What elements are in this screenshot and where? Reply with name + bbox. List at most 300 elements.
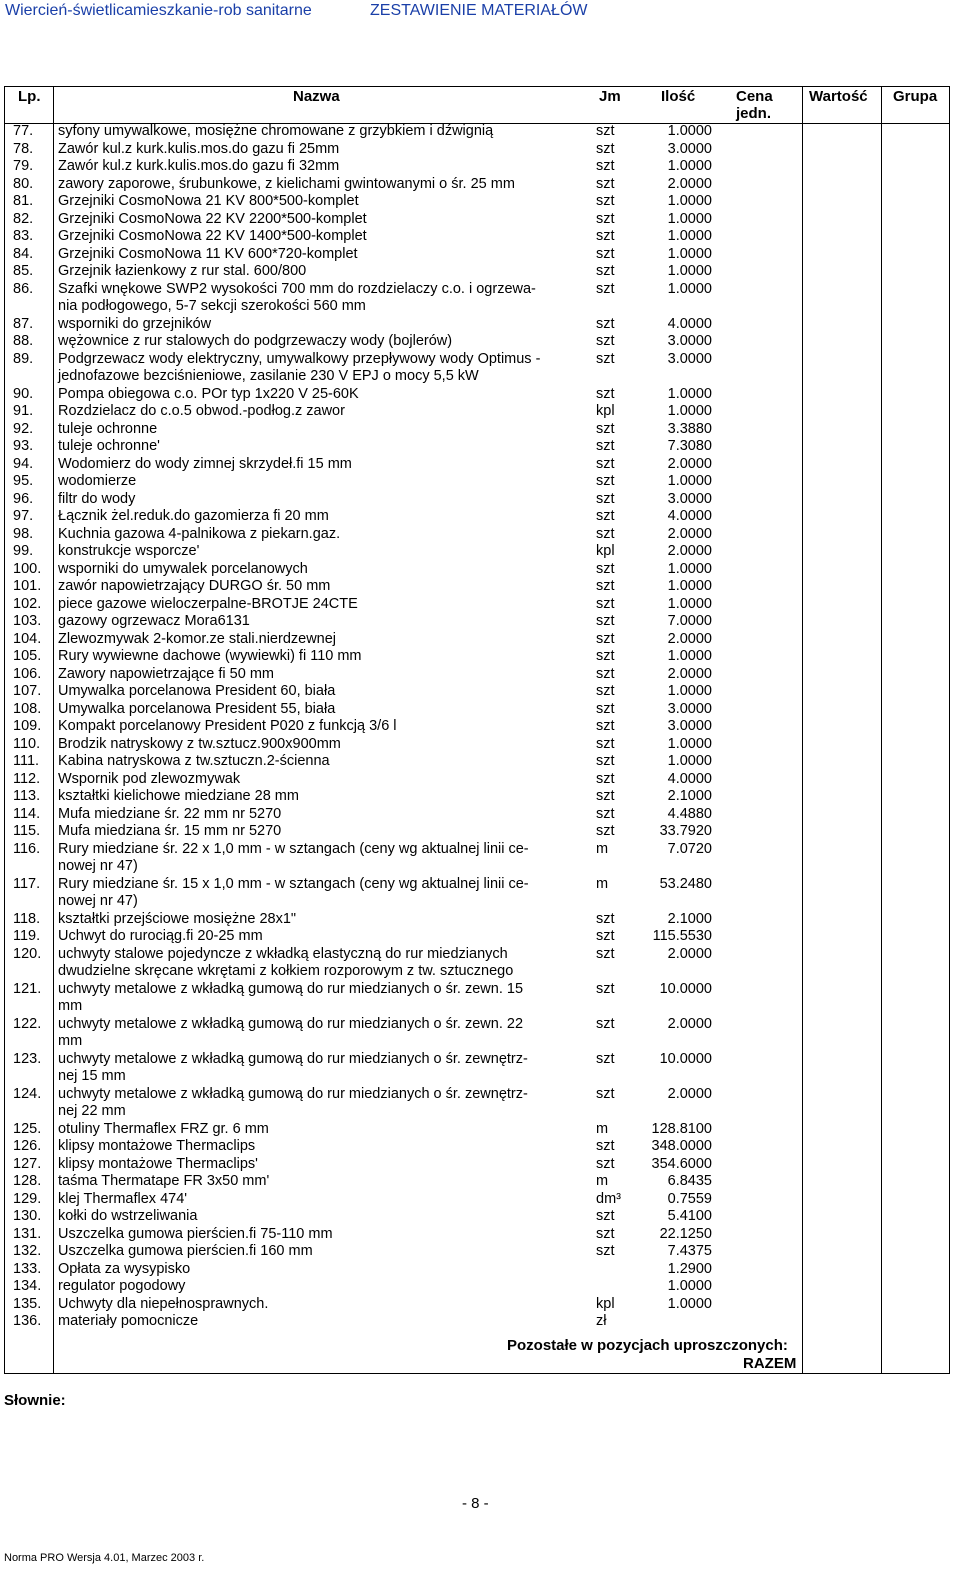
item-name xyxy=(58,123,588,141)
quantity: 128.8100 xyxy=(651,1120,712,1137)
item-name xyxy=(58,316,588,334)
quantity: 1.0000 xyxy=(667,280,712,297)
item-name xyxy=(58,631,588,649)
unit: szt xyxy=(596,648,615,664)
row-number: 127. xyxy=(13,1155,42,1172)
unit: szt xyxy=(596,665,615,682)
item-name-line: Wspornik pod zlewozmywak xyxy=(58,770,241,787)
row-number: 118. xyxy=(13,910,41,927)
row-number: 108. xyxy=(13,700,42,717)
quantity: 1.0000 xyxy=(667,385,712,402)
item-name-line: nowej nr 47) xyxy=(58,858,138,874)
item-name xyxy=(58,596,588,614)
row-number: 114. xyxy=(13,805,41,822)
row-number: 91. xyxy=(13,403,34,419)
quantity: 1.2900 xyxy=(667,1260,712,1277)
quantity: 2.0000 xyxy=(667,1085,712,1102)
quantity: 2.1000 xyxy=(667,788,712,804)
item-name xyxy=(58,1138,588,1156)
row-number: 119. xyxy=(13,928,41,944)
item-name xyxy=(58,806,588,824)
item-name-line: Zawór kul.z kurk.kulis.mos.do gazu fi 32mm xyxy=(58,158,340,174)
unit: szt xyxy=(596,1225,615,1242)
unit: szt xyxy=(596,910,615,927)
unit: szt xyxy=(596,490,615,507)
unit: szt xyxy=(596,770,615,787)
row-number: 94. xyxy=(13,455,34,472)
quantity: 6.8435 xyxy=(667,1173,712,1189)
item-name xyxy=(58,491,588,509)
item-name-line: Uszczelka gumowa pierścien.fi 75-110 mm xyxy=(58,1225,333,1242)
item-name xyxy=(58,211,588,229)
row-number: 78. xyxy=(13,140,34,157)
item-name xyxy=(58,683,588,701)
item-name-line: Łącznik żel.reduk.do gazomierza fi 20 mm xyxy=(58,508,329,524)
item-name xyxy=(58,1208,588,1226)
item-name xyxy=(58,456,588,474)
unit: szt xyxy=(596,753,615,769)
row-number: 96. xyxy=(13,490,34,507)
item-name xyxy=(58,1121,588,1139)
row-number: 84. xyxy=(13,245,34,262)
row-number: 135. xyxy=(13,1295,42,1312)
unit: m xyxy=(596,840,609,857)
item-name xyxy=(58,981,588,1016)
unit: szt xyxy=(596,175,615,192)
item-name xyxy=(58,176,588,194)
item-name xyxy=(58,578,588,596)
column-header-ilosc: Ilość xyxy=(661,88,696,105)
item-name xyxy=(58,246,588,264)
quantity: 1.0000 xyxy=(667,1295,712,1312)
row-number: 80. xyxy=(13,175,34,192)
document-title-right: ZESTAWIENIE MATERIAŁÓW xyxy=(370,2,588,19)
item-name-line: Grzejniki CosmoNowa 11 KV 600*720-komplet xyxy=(58,245,358,262)
row-number: 87. xyxy=(13,315,34,332)
quantity: 1.0000 xyxy=(667,403,712,419)
item-name-line: wodomierze xyxy=(58,473,137,489)
item-name xyxy=(58,1086,588,1121)
item-name-line: uchwyty metalowe z wkładką gumową do rur miedzianych o śr. zewn. 22 xyxy=(58,1015,524,1032)
unit: m xyxy=(596,875,609,892)
unit: szt xyxy=(596,945,615,962)
row-number: 79. xyxy=(13,158,34,174)
item-name-line: otuliny Thermaflex FRZ gr. 6 mm xyxy=(58,1120,269,1137)
unit: kpl xyxy=(596,1295,615,1312)
item-name xyxy=(58,526,588,544)
quantity: 1.0000 xyxy=(667,648,712,664)
row-number: 122. xyxy=(13,1015,42,1032)
unit: szt xyxy=(596,280,615,297)
quantity: 7.0720 xyxy=(667,840,712,857)
item-name xyxy=(58,701,588,719)
row-number: 86. xyxy=(13,280,34,297)
unit: szt xyxy=(596,420,615,437)
item-name xyxy=(58,1016,588,1051)
unit: szt xyxy=(596,560,615,577)
quantity: 348.0000 xyxy=(651,1138,712,1154)
item-name xyxy=(58,823,588,841)
item-name-line: uchwyty metalowe z wkładką gumową do rur miedzianych o śr. zewnętrz- xyxy=(58,1085,528,1102)
item-name-line: kształtki kielichowe miedziane 28 mm xyxy=(58,788,299,804)
unit: szt xyxy=(596,263,615,279)
item-name-line: uchwyty stalowe pojedyncze z wkładką elastyczną do rur miedzianych xyxy=(58,945,508,962)
unit: szt xyxy=(596,333,615,349)
item-name xyxy=(58,771,588,789)
unit: m xyxy=(596,1120,609,1137)
row-number: 98. xyxy=(13,525,34,542)
unit: szt xyxy=(596,718,615,734)
quantity: 1.0000 xyxy=(667,245,712,262)
unit: szt xyxy=(596,473,615,489)
item-name xyxy=(58,438,588,456)
row-number: 121. xyxy=(13,980,42,997)
quantity: 2.0000 xyxy=(667,543,712,559)
quantity: 4.0000 xyxy=(667,508,712,524)
item-name-line: Zawór kul.z kurk.kulis.mos.do gazu fi 25mm xyxy=(58,140,340,157)
unit: szt xyxy=(596,210,615,227)
quantity: 1.0000 xyxy=(667,263,712,279)
unit: szt xyxy=(596,123,615,139)
quantity: 1.0000 xyxy=(667,228,712,244)
unit: szt xyxy=(596,595,615,612)
column-header-jm: Jm xyxy=(599,88,621,105)
item-name-line: Umywalka porcelanowa President 55, biała xyxy=(58,700,336,717)
quantity: 3.0000 xyxy=(667,333,712,349)
unit: szt xyxy=(596,1208,615,1224)
item-name xyxy=(58,1226,588,1244)
item-name xyxy=(58,561,588,579)
item-name-line: Uszczelka gumowa pierścien.fi 160 mm xyxy=(58,1243,313,1259)
row-number: 131. xyxy=(13,1225,42,1242)
quantity: 1.0000 xyxy=(667,578,712,594)
unit: szt xyxy=(596,193,615,209)
item-name-line: filtr do wody xyxy=(58,490,136,507)
row-number: 128. xyxy=(13,1173,42,1189)
row-number: 116. xyxy=(13,840,41,857)
item-name xyxy=(58,421,588,439)
item-name-line: taśma Thermatape FR 3x50 mm' xyxy=(58,1173,270,1189)
unit: szt xyxy=(596,158,615,174)
row-number: 83. xyxy=(13,228,34,244)
item-name-line: Rury miedziane śr. 22 x 1,0 mm - w sztangach (ceny wg aktualnej linii ce- xyxy=(58,840,529,857)
quantity: 4.0000 xyxy=(667,770,712,787)
item-name xyxy=(58,1261,588,1279)
in-words-label: Słownie: xyxy=(4,1392,66,1409)
quantity: 4.0000 xyxy=(667,315,712,332)
quantity: 3.0000 xyxy=(667,140,712,157)
unit: szt xyxy=(596,525,615,542)
item-name xyxy=(58,788,588,806)
quantity: 1.0000 xyxy=(667,158,712,174)
item-name xyxy=(58,351,588,386)
item-name-line: klipsy montażowe Thermaclips' xyxy=(58,1155,258,1172)
software-version-note: Norma PRO Wersja 4.01, Marzec 2003 r. xyxy=(4,1552,205,1564)
item-name-line: nia podłogowego, 5-7 sekcji szerokości 560 mm xyxy=(58,298,366,314)
item-name xyxy=(58,911,588,929)
item-name-line: nej 22 mm xyxy=(58,1103,126,1119)
row-number: 136. xyxy=(13,1313,42,1329)
item-name xyxy=(58,1173,588,1191)
unit: szt xyxy=(596,980,615,997)
item-name-line: uchwyty metalowe z wkładką gumową do rur miedzianych o śr. zewnętrz- xyxy=(58,1050,528,1067)
quantity: 2.0000 xyxy=(667,630,712,647)
unit: szt xyxy=(596,1243,615,1259)
row-number: 92. xyxy=(13,420,34,437)
quantity: 10.0000 xyxy=(659,1050,712,1067)
unit: szt xyxy=(596,630,615,647)
item-name xyxy=(58,613,588,631)
quantity: 1.0000 xyxy=(667,560,712,577)
quantity: 7.0000 xyxy=(667,613,712,629)
item-name xyxy=(58,403,588,421)
item-name xyxy=(58,718,588,736)
unit: szt xyxy=(596,683,615,699)
row-number: 125. xyxy=(13,1120,42,1137)
item-name-line: klipsy montażowe Thermaclips xyxy=(58,1138,256,1154)
item-name-line: Kabina natryskowa z tw.sztuczn.2-ścienna xyxy=(58,753,330,769)
unit: szt xyxy=(596,1138,615,1154)
item-name xyxy=(58,841,588,876)
item-name xyxy=(58,876,588,911)
row-number: 95. xyxy=(13,473,34,489)
item-name-line: Umywalka porcelanowa President 60, biała xyxy=(58,683,336,699)
item-name xyxy=(58,508,588,526)
row-number: 85. xyxy=(13,263,34,279)
item-name-line: regulator pogodowy xyxy=(58,1278,186,1294)
item-name-line: kształtki przejściowe mosiężne 28x1" xyxy=(58,910,297,927)
unit: szt xyxy=(596,228,615,244)
quantity: 0.7559 xyxy=(667,1190,712,1207)
item-name-line: konstrukcje wsporcze' xyxy=(58,543,200,559)
item-name-line: zawory zaporowe, śrubunkowe, z kielichami gwintowanymi o śr. 25 mm xyxy=(58,175,515,192)
unit: szt xyxy=(596,1050,615,1067)
row-number: 134. xyxy=(13,1278,42,1294)
unit: szt xyxy=(596,578,615,594)
row-number: 93. xyxy=(13,438,34,454)
item-name-line: uchwyty metalowe z wkładką gumową do rur miedzianych o śr. zewn. 15 xyxy=(58,980,524,997)
unit: dm³ xyxy=(596,1190,621,1207)
item-name-line: Uchwyt do rurociąg.fi 20-25 mm xyxy=(58,928,263,944)
quantity: 3.0000 xyxy=(667,700,712,717)
item-name-line: kołki do wstrzeliwania xyxy=(58,1208,198,1224)
item-name-line: Zlewozmywak 2-komor.ze stali.nierdzewnej xyxy=(58,630,337,647)
item-name xyxy=(58,228,588,246)
unit: kpl xyxy=(596,543,615,559)
column-header-grupa: Grupa xyxy=(893,88,938,105)
row-number: 97. xyxy=(13,508,34,524)
item-name-line: Uchwyty dla niepełnosprawnych. xyxy=(58,1295,269,1312)
row-number: 77. xyxy=(13,123,34,139)
row-number: 101. xyxy=(13,578,42,594)
row-number: 103. xyxy=(13,613,42,629)
row-number: 117. xyxy=(13,875,41,892)
quantity: 2.0000 xyxy=(667,945,712,962)
quantity: 2.0000 xyxy=(667,665,712,682)
total-label: RAZEM xyxy=(743,1355,797,1372)
unit: szt xyxy=(596,788,615,804)
item-name xyxy=(58,928,588,946)
item-name-line: wsporniki do grzejników xyxy=(58,315,212,332)
column-header-lp: Lp. xyxy=(18,88,41,105)
quantity: 7.3080 xyxy=(667,438,712,454)
column-divider xyxy=(802,87,803,1373)
item-name-line: nowej nr 47) xyxy=(58,893,138,909)
item-name-line: Brodzik natryskowy z tw.sztucz.900x900mm xyxy=(58,735,341,752)
item-name xyxy=(58,158,588,176)
quantity: 2.0000 xyxy=(667,525,712,542)
unit: szt xyxy=(596,315,615,332)
quantity: 1.0000 xyxy=(667,193,712,209)
item-name-line: gazowy ogrzewacz Mora6131 xyxy=(58,613,250,629)
row-number: 130. xyxy=(13,1208,42,1224)
column-divider xyxy=(53,87,54,1373)
unit: szt xyxy=(596,805,615,822)
quantity: 4.4880 xyxy=(667,805,712,822)
item-name-line: Pompa obiegowa c.o. POr typ 1x220 V 25-60K xyxy=(58,385,359,402)
item-name-line: Grzejniki CosmoNowa 22 KV 2200*500-komplet xyxy=(58,210,367,227)
item-name xyxy=(58,141,588,159)
item-name xyxy=(58,1296,588,1314)
item-name-line: Grzejniki CosmoNowa 22 KV 1400*500-komplet xyxy=(58,228,367,244)
item-name xyxy=(58,1278,588,1296)
item-name-line: klej Thermaflex 474' xyxy=(58,1190,188,1207)
remaining-items-label: Pozostałe w pozycjach uproszczonych: xyxy=(507,1337,788,1354)
unit: szt xyxy=(596,350,615,367)
item-name xyxy=(58,736,588,754)
row-number: 132. xyxy=(13,1243,42,1259)
item-name xyxy=(58,333,588,351)
quantity: 2.0000 xyxy=(667,455,712,472)
row-number: 81. xyxy=(13,193,34,209)
quantity: 1.0000 xyxy=(667,1278,712,1294)
item-name-line: jednofazowe bezciśnieniowe, zasilanie 230 V EPJ o mocy 5,5 kW xyxy=(58,368,479,384)
unit: szt xyxy=(596,385,615,402)
row-number: 113. xyxy=(13,788,41,804)
item-name-line: Opłata za wysypisko xyxy=(58,1260,191,1277)
item-name xyxy=(58,1243,588,1261)
item-name-line: tuleje ochronne' xyxy=(58,438,160,454)
unit: szt xyxy=(596,245,615,262)
item-name-line: Szafki wnękowe SWP2 wysokości 700 mm do rozdzielaczy c.o. i ogrzewa- xyxy=(58,280,536,297)
item-name-line: Grzejnik łazienkowy z rur stal. 600/800 xyxy=(58,263,307,279)
document-title-left: Wiercień-świetlicamieszkanie-rob sanitarne xyxy=(5,2,312,19)
unit: szt xyxy=(596,928,615,944)
quantity: 5.4100 xyxy=(667,1208,712,1224)
column-header-nazwa: Nazwa xyxy=(293,88,340,105)
quantity: 3.0000 xyxy=(667,350,712,367)
unit: szt xyxy=(596,508,615,524)
row-number: 129. xyxy=(13,1190,42,1207)
item-name-line: Kuchnia gazowa 4-palnikowa z piekarn.gaz. xyxy=(58,525,341,542)
item-name-line: Kompakt porcelanowy President P020 z funkcją 3/6 l xyxy=(58,718,397,734)
row-number: 124. xyxy=(13,1085,42,1102)
item-name-line: Rury wywiewne dachowe (wywiewki) fi 110 mm xyxy=(58,648,362,664)
row-number: 120. xyxy=(13,945,42,962)
column-header-cena: Cena xyxy=(736,88,773,105)
column-header-wartosc: Wartość xyxy=(809,88,868,105)
item-name xyxy=(58,946,588,981)
quantity: 1.0000 xyxy=(667,753,712,769)
item-name xyxy=(58,648,588,666)
row-number: 104. xyxy=(13,630,42,647)
quantity: 3.0000 xyxy=(667,718,712,734)
item-name-line: Grzejniki CosmoNowa 21 KV 800*500-komplet xyxy=(58,193,359,209)
item-name-line: materiały pomocnicze xyxy=(58,1313,199,1329)
quantity: 1.0000 xyxy=(667,735,712,752)
item-name xyxy=(58,666,588,684)
item-name xyxy=(58,1156,588,1174)
row-number: 82. xyxy=(13,210,34,227)
column-header-cena-jedn: jedn. xyxy=(736,105,772,122)
item-name xyxy=(58,1051,588,1086)
item-name-line: Zawory napowietrzające fi 50 mm xyxy=(58,665,274,682)
row-number: 133. xyxy=(13,1260,42,1277)
quantity: 2.0000 xyxy=(667,175,712,192)
row-number: 111. xyxy=(13,753,40,769)
item-name-line: syfony umywalkowe, mosiężne chromowane z grzybkiem i dźwignią xyxy=(58,123,494,139)
quantity: 3.0000 xyxy=(667,490,712,507)
unit: szt xyxy=(596,455,615,472)
item-name-line: tuleje ochronne xyxy=(58,420,158,437)
column-divider xyxy=(881,87,882,1373)
quantity: 1.0000 xyxy=(667,210,712,227)
unit: zł xyxy=(596,1313,607,1329)
unit: szt xyxy=(596,438,615,454)
unit: szt xyxy=(596,1155,615,1172)
quantity: 1.0000 xyxy=(667,123,712,139)
item-name-line: Mufa miedziana śr. 15 mm nr 5270 xyxy=(58,823,282,839)
row-number: 105. xyxy=(13,648,42,664)
item-name-line: dwudzielne skręcane wkrętami z kołkiem rozporowym z tw. sztucznego xyxy=(58,963,514,979)
unit: kpl xyxy=(596,403,615,419)
item-name xyxy=(58,543,588,561)
item-name-line: mm xyxy=(58,1033,83,1049)
row-number: 89. xyxy=(13,350,34,367)
quantity: 1.0000 xyxy=(667,595,712,612)
quantity: 354.6000 xyxy=(651,1155,712,1172)
row-number: 126. xyxy=(13,1138,42,1154)
quantity: 22.1250 xyxy=(659,1225,712,1242)
item-name-line: wężownice z rur stalowych do podgrzewaczy wody (bojlerów) xyxy=(58,333,453,349)
row-number: 123. xyxy=(13,1050,42,1067)
unit: szt xyxy=(596,613,615,629)
row-number: 107. xyxy=(13,683,42,699)
unit: m xyxy=(596,1173,609,1189)
unit: szt xyxy=(596,1015,615,1032)
unit: szt xyxy=(596,823,615,839)
row-number: 112. xyxy=(13,770,41,787)
quantity: 7.4375 xyxy=(667,1243,712,1259)
quantity: 2.0000 xyxy=(667,1015,712,1032)
item-name xyxy=(58,263,588,281)
row-number: 110. xyxy=(13,735,41,752)
row-number: 115. xyxy=(13,823,41,839)
item-name xyxy=(58,1313,588,1331)
item-name xyxy=(58,386,588,404)
row-number: 109. xyxy=(13,718,42,734)
item-name-line: Podgrzewacz wody elektryczny, umywalkowy przepływowy wody Optimus - xyxy=(58,350,541,367)
unit: szt xyxy=(596,1085,615,1102)
quantity: 1.0000 xyxy=(667,473,712,489)
item-name xyxy=(58,753,588,771)
row-number: 99. xyxy=(13,543,34,559)
item-name xyxy=(58,473,588,491)
item-name xyxy=(58,1191,588,1209)
item-name-line: Rury miedziane śr. 15 x 1,0 mm - w sztangach (ceny wg aktualnej linii ce- xyxy=(58,875,529,892)
row-number: 106. xyxy=(13,665,42,682)
unit: szt xyxy=(596,140,615,157)
